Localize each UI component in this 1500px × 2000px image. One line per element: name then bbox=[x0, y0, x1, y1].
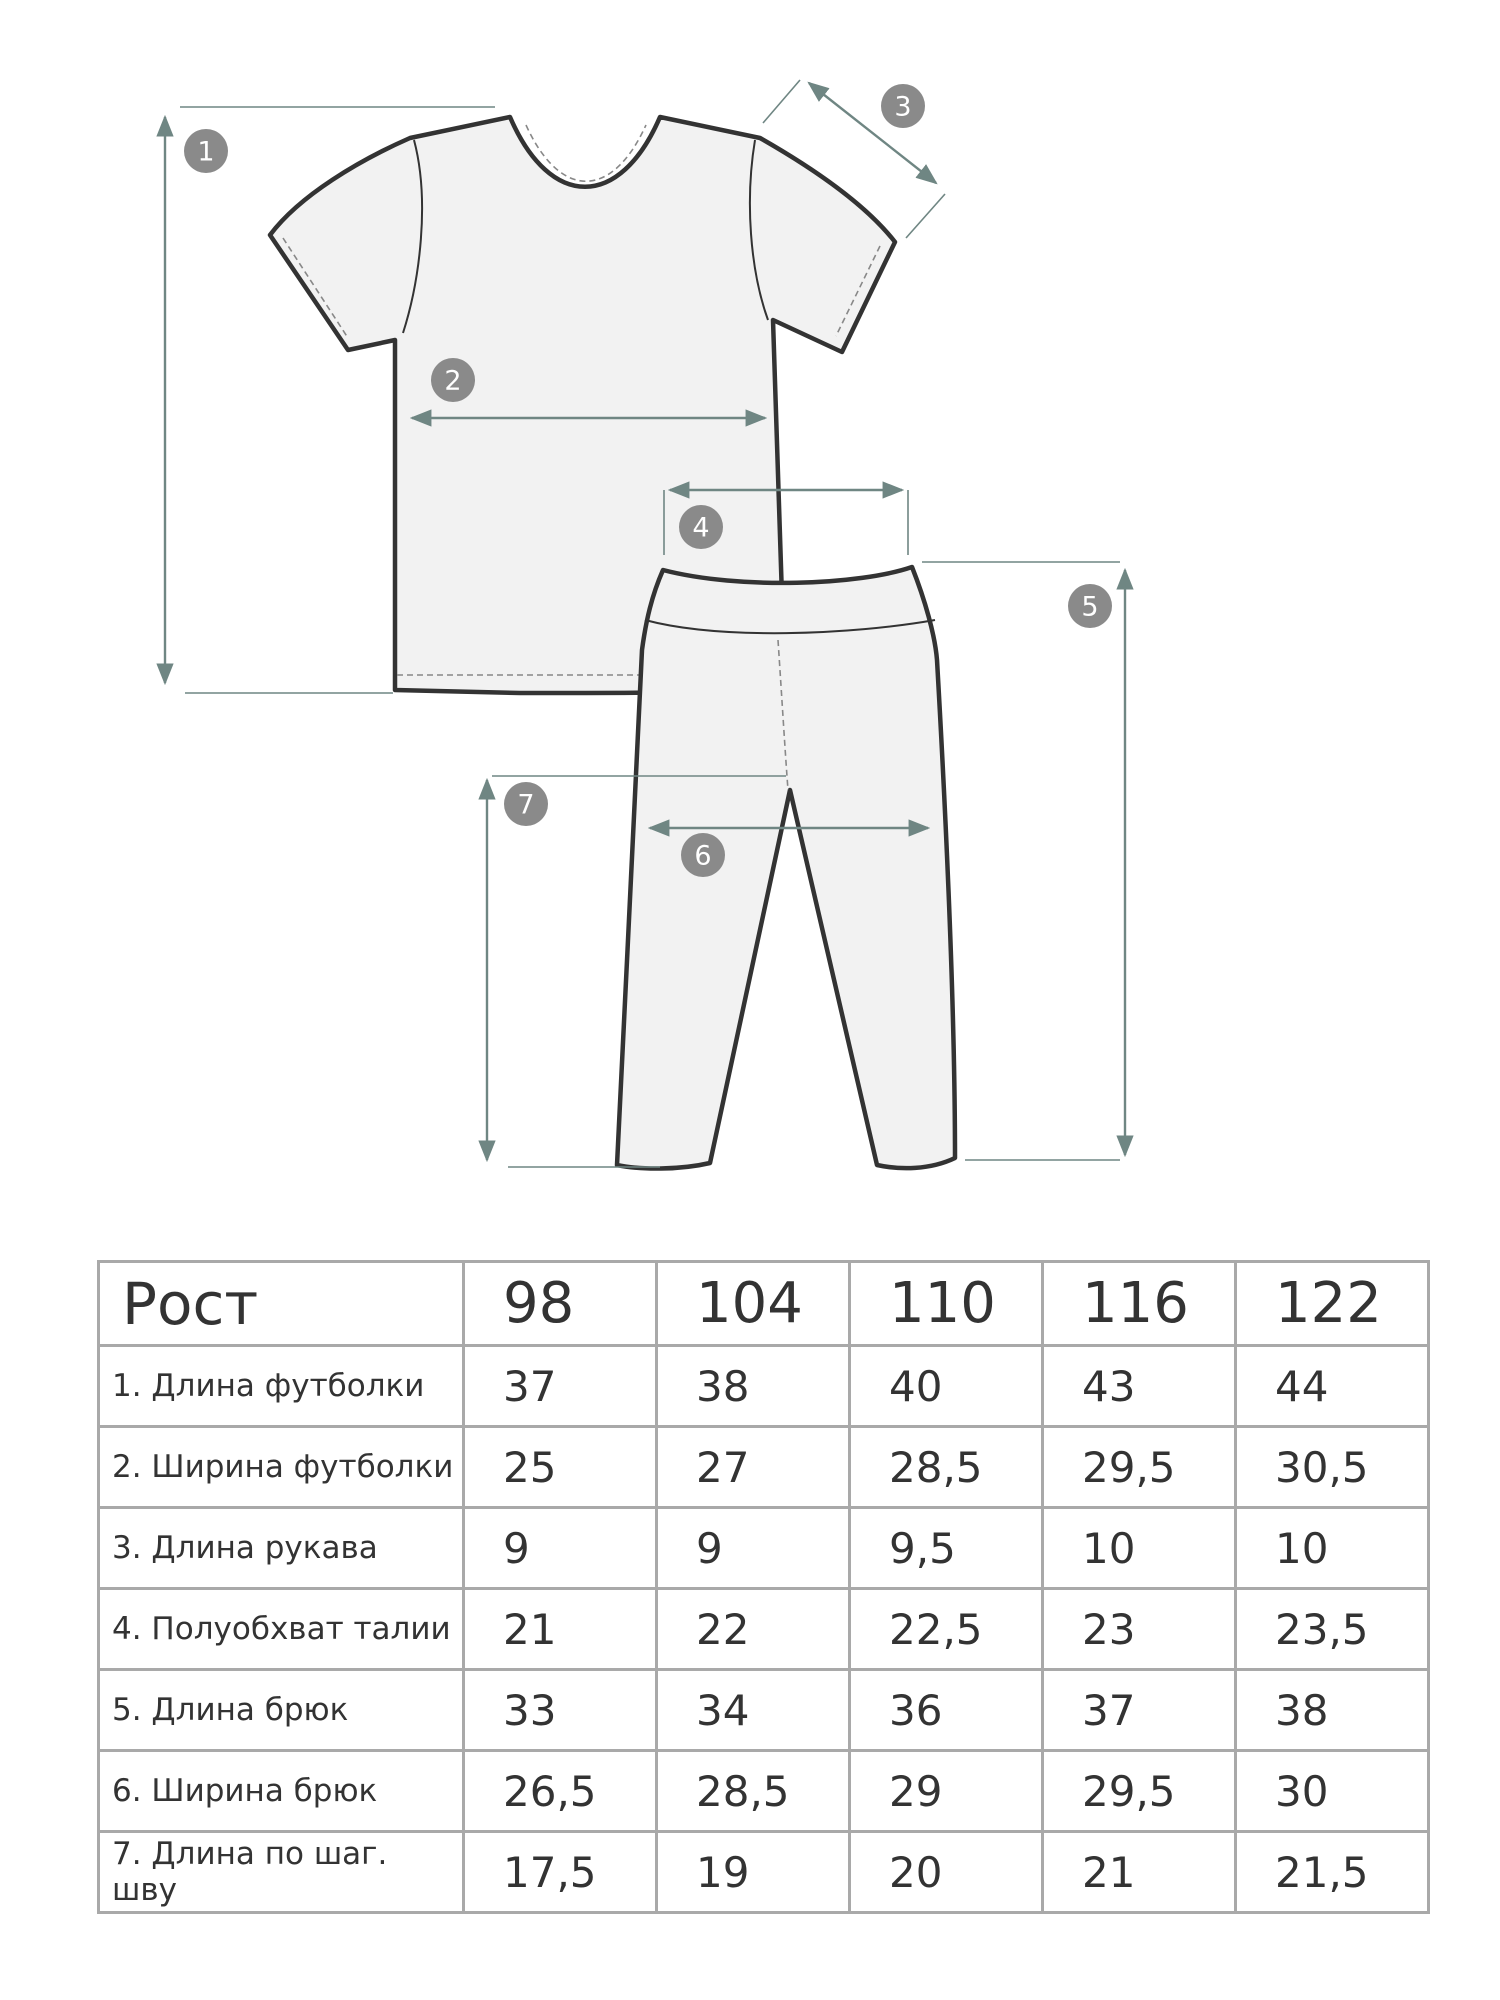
row-label: 3. Длина рукава bbox=[99, 1508, 464, 1589]
cell: 34 bbox=[657, 1670, 850, 1751]
svg-text:2: 2 bbox=[444, 365, 462, 397]
cell: 29,5 bbox=[1043, 1427, 1236, 1508]
cell: 22 bbox=[657, 1589, 850, 1670]
cell: 25 bbox=[464, 1427, 657, 1508]
cell: 37 bbox=[464, 1346, 657, 1427]
cell: 40 bbox=[850, 1346, 1043, 1427]
table-row bbox=[99, 1670, 1429, 1751]
cell: 29 bbox=[850, 1751, 1043, 1832]
table-row bbox=[99, 1589, 1429, 1670]
cell: 23 bbox=[1043, 1589, 1236, 1670]
cell: 9 bbox=[464, 1508, 657, 1589]
cell: 23,5 bbox=[1236, 1589, 1429, 1670]
cell: 29,5 bbox=[1043, 1751, 1236, 1832]
badge-2 bbox=[431, 358, 475, 402]
badge-6 bbox=[681, 833, 725, 877]
svg-text:4: 4 bbox=[692, 512, 710, 544]
cell: 10 bbox=[1043, 1508, 1236, 1589]
cell: 44 bbox=[1236, 1346, 1429, 1427]
cell: 19 bbox=[657, 1832, 850, 1913]
cell: 27 bbox=[657, 1427, 850, 1508]
header-label: Рост bbox=[99, 1262, 464, 1346]
cell: 17,5 bbox=[464, 1832, 657, 1913]
badge-3 bbox=[881, 84, 925, 128]
size-122: 122 bbox=[1236, 1262, 1429, 1346]
cell: 9,5 bbox=[850, 1508, 1043, 1589]
cell: 43 bbox=[1043, 1346, 1236, 1427]
cell: 9 bbox=[657, 1508, 850, 1589]
table-row bbox=[99, 1508, 1429, 1589]
cell: 28,5 bbox=[657, 1751, 850, 1832]
size-98: 98 bbox=[464, 1262, 657, 1346]
svg-text:5: 5 bbox=[1081, 591, 1099, 623]
cell: 30 bbox=[1236, 1751, 1429, 1832]
row-label: 7. Длина по шаг. шву bbox=[99, 1832, 464, 1913]
svg-text:6: 6 bbox=[694, 840, 712, 872]
row-label: 4. Полуобхват талии bbox=[99, 1589, 464, 1670]
table-row bbox=[99, 1832, 1429, 1913]
table-row bbox=[99, 1427, 1429, 1508]
cell: 28,5 bbox=[850, 1427, 1043, 1508]
badge-7 bbox=[504, 782, 548, 826]
cell: 38 bbox=[1236, 1670, 1429, 1751]
size-116: 116 bbox=[1043, 1262, 1236, 1346]
trousers-drawing bbox=[617, 567, 955, 1169]
badge-4 bbox=[679, 505, 723, 549]
cell: 22,5 bbox=[850, 1589, 1043, 1670]
table-row bbox=[99, 1751, 1429, 1832]
cell: 21,5 bbox=[1236, 1832, 1429, 1913]
table-header-row bbox=[99, 1262, 1429, 1346]
badge-1 bbox=[184, 129, 228, 173]
cell: 30,5 bbox=[1236, 1427, 1429, 1508]
table-row bbox=[99, 1346, 1429, 1427]
cell: 26,5 bbox=[464, 1751, 657, 1832]
row-label: 1. Длина футболки bbox=[99, 1346, 464, 1427]
size-104: 104 bbox=[657, 1262, 850, 1346]
size-table bbox=[97, 1260, 1430, 1914]
cell: 33 bbox=[464, 1670, 657, 1751]
cell: 21 bbox=[464, 1589, 657, 1670]
cell: 21 bbox=[1043, 1832, 1236, 1913]
cell: 36 bbox=[850, 1670, 1043, 1751]
cell: 37 bbox=[1043, 1670, 1236, 1751]
size-110: 110 bbox=[850, 1262, 1043, 1346]
svg-text:1: 1 bbox=[197, 136, 215, 168]
cell: 20 bbox=[850, 1832, 1043, 1913]
svg-text:3: 3 bbox=[894, 91, 912, 123]
badge-5 bbox=[1068, 584, 1112, 628]
cell: 10 bbox=[1236, 1508, 1429, 1589]
cell: 38 bbox=[657, 1346, 850, 1427]
row-label: 6. Ширина брюк bbox=[99, 1751, 464, 1832]
row-label: 2. Ширина футболки bbox=[99, 1427, 464, 1508]
row-label: 5. Длина брюк bbox=[99, 1670, 464, 1751]
svg-text:7: 7 bbox=[517, 789, 535, 821]
